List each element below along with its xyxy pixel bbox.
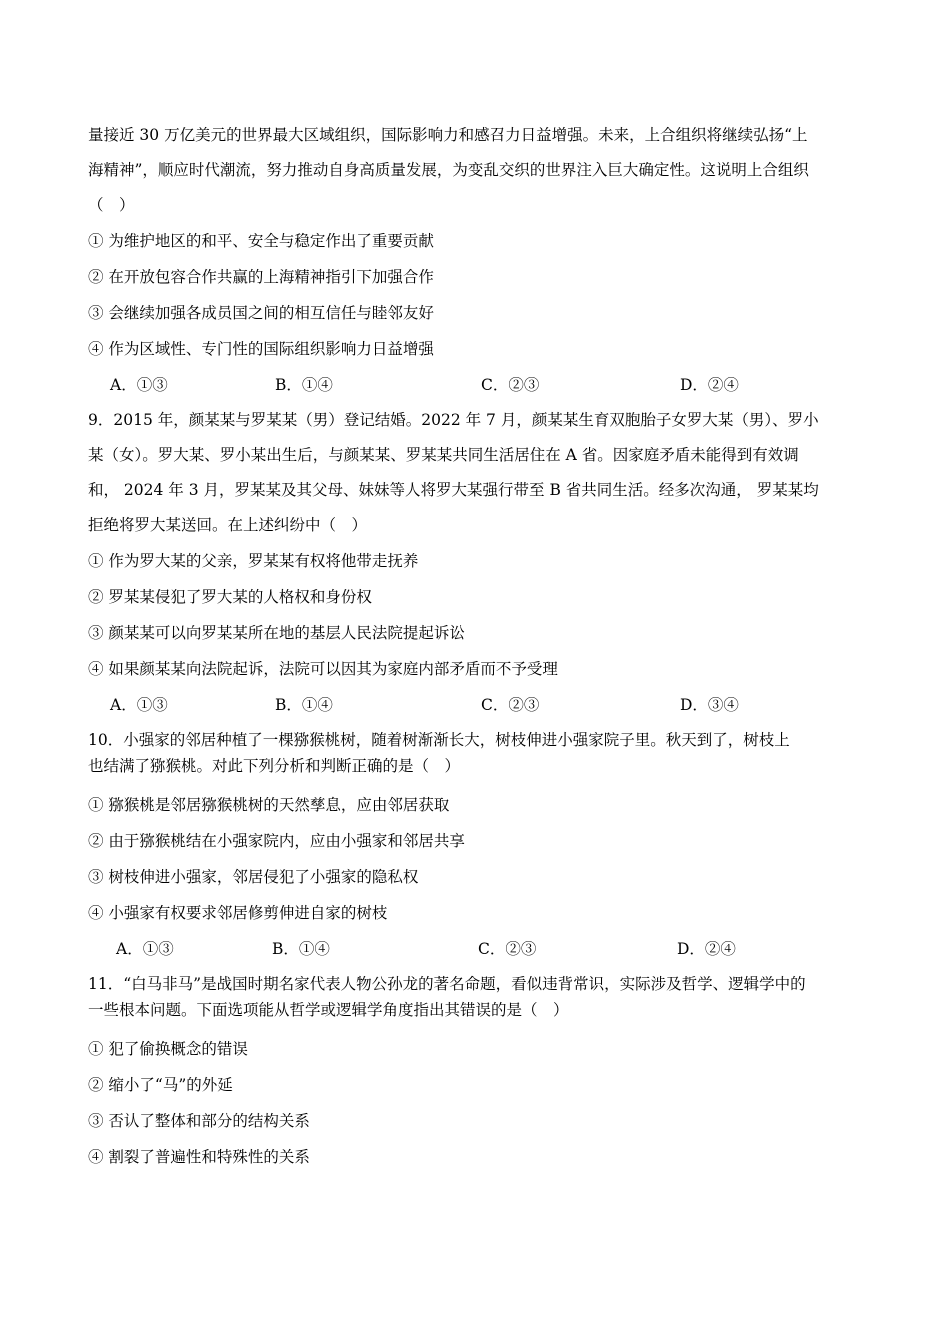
option-1: ① 犯了偷换概念的错误 [88, 1040, 248, 1058]
question-9 [88, 403, 868, 723]
question-11 [88, 971, 868, 1175]
option-1: ① 为维护地区的和平、安全与稳定作出了重要贡献 [88, 232, 434, 250]
question-stem-line: （ ） [88, 196, 135, 214]
question-stem-line: 11．“白马非马”是战国时期名家代表人物公孙龙的著名命题，看似违背常识，实际涉及哲学、逻辑学中的 [88, 975, 806, 993]
question-stem-line: 也结满了猕猴桃。对此下列分析和判断正确的是（ ） [88, 757, 461, 775]
question-stem-line: 10．小强家的邻居种植了一棵猕猴桃树，随着树渐渐长大，树枝伸进小强家院子里。秋天到了，树枝上 [88, 731, 790, 749]
option-4: ④ 小强家有权要求邻居修剪伸进自家的树枝 [88, 904, 388, 922]
option-4: ④ 作为区域性、专门性的国际组织影响力日益增强 [88, 340, 434, 358]
option-1: ① 猕猴桃是邻居猕猴桃树的天然孳息，应由邻居获取 [88, 796, 450, 814]
choice-d[interactable]: D．②④ [680, 376, 739, 394]
question-10 [88, 727, 868, 967]
option-3: ③ 颜某某可以向罗某某所在地的基层人民法院提起诉讼 [88, 624, 465, 642]
option-2: ② 罗某某侵犯了罗大某的人格权和身份权 [88, 588, 372, 606]
option-2: ② 由于猕猴桃结在小强家院内，应由小强家和邻居共享 [88, 832, 465, 850]
question-stem-line: 和， 2024 年 3 月，罗某某及其父母、妹妹等人将罗大某强行带至 B 省共同生活。经多次沟通， 罗某某均 [88, 481, 819, 499]
option-3: ③ 树枝伸进小强家，邻居侵犯了小强家的隐私权 [88, 868, 419, 886]
question-stem-line: 拒绝将罗大某送回。在上述纠纷中（ ） [88, 516, 368, 534]
option-1: ① 作为罗大某的父亲，罗某某有权将他带走抚养 [88, 552, 419, 570]
answer-choices [88, 687, 868, 723]
choice-b[interactable]: B．①④ [275, 696, 333, 714]
choice-b[interactable]: B．①④ [272, 940, 330, 958]
question-stem-line: 海精神”，顺应时代潮流，努力推动自身高质量发展，为变乱交织的世界注入巨大确定性。这说明上合组织 [88, 161, 809, 179]
option-2: ② 在开放包容合作共赢的上海精神指引下加强合作 [88, 268, 434, 286]
option-3: ③ 会继续加强各成员国之间的相互信任与睦邻友好 [88, 304, 434, 322]
answer-choices [88, 367, 868, 403]
option-2: ② 缩小了“马”的外延 [88, 1076, 233, 1094]
option-4: ④ 割裂了普遍性和特殊性的关系 [88, 1148, 310, 1166]
choice-d[interactable]: D．③④ [680, 696, 739, 714]
question-stem-line: 量接近 30 万亿美元的世界最大区域组织，国际影响力和感召力日益增强。未来，上合组织将继续弘扬“上 [88, 126, 808, 144]
question-stem-line: 9．2015 年，颜某某与罗某某（男）登记结婚。2022 年 7 月，颜某某生育双胞胎子女罗大某（男）、罗小 [88, 411, 819, 429]
choice-d[interactable]: D．②④ [677, 940, 736, 958]
question-stem-line: 一些根本问题。下面选项能从哲学或逻辑学角度指出其错误的是（ ） [88, 1001, 569, 1019]
option-3: ③ 否认了整体和部分的结构关系 [88, 1112, 310, 1130]
question-stem-line: 某（女）。罗大某、罗小某出生后，与颜某某、罗某某共同生活居住在 A 省。因家庭矛盾未能得到有效调 [88, 446, 799, 464]
choice-c[interactable]: C．②③ [481, 376, 540, 394]
choice-a[interactable]: A．①③ [110, 376, 168, 394]
exam-page [88, 118, 868, 1175]
choice-c[interactable]: C．②③ [478, 940, 537, 958]
choice-a[interactable]: A．①③ [116, 940, 174, 958]
choice-a[interactable]: A．①③ [110, 696, 168, 714]
choice-b[interactable]: B．①④ [275, 376, 333, 394]
answer-choices [88, 931, 868, 967]
option-4: ④ 如果颜某某向法院起诉，法院可以因其为家庭内部矛盾而不予受理 [88, 660, 558, 678]
choice-c[interactable]: C．②③ [481, 696, 540, 714]
question-8 [88, 118, 868, 403]
